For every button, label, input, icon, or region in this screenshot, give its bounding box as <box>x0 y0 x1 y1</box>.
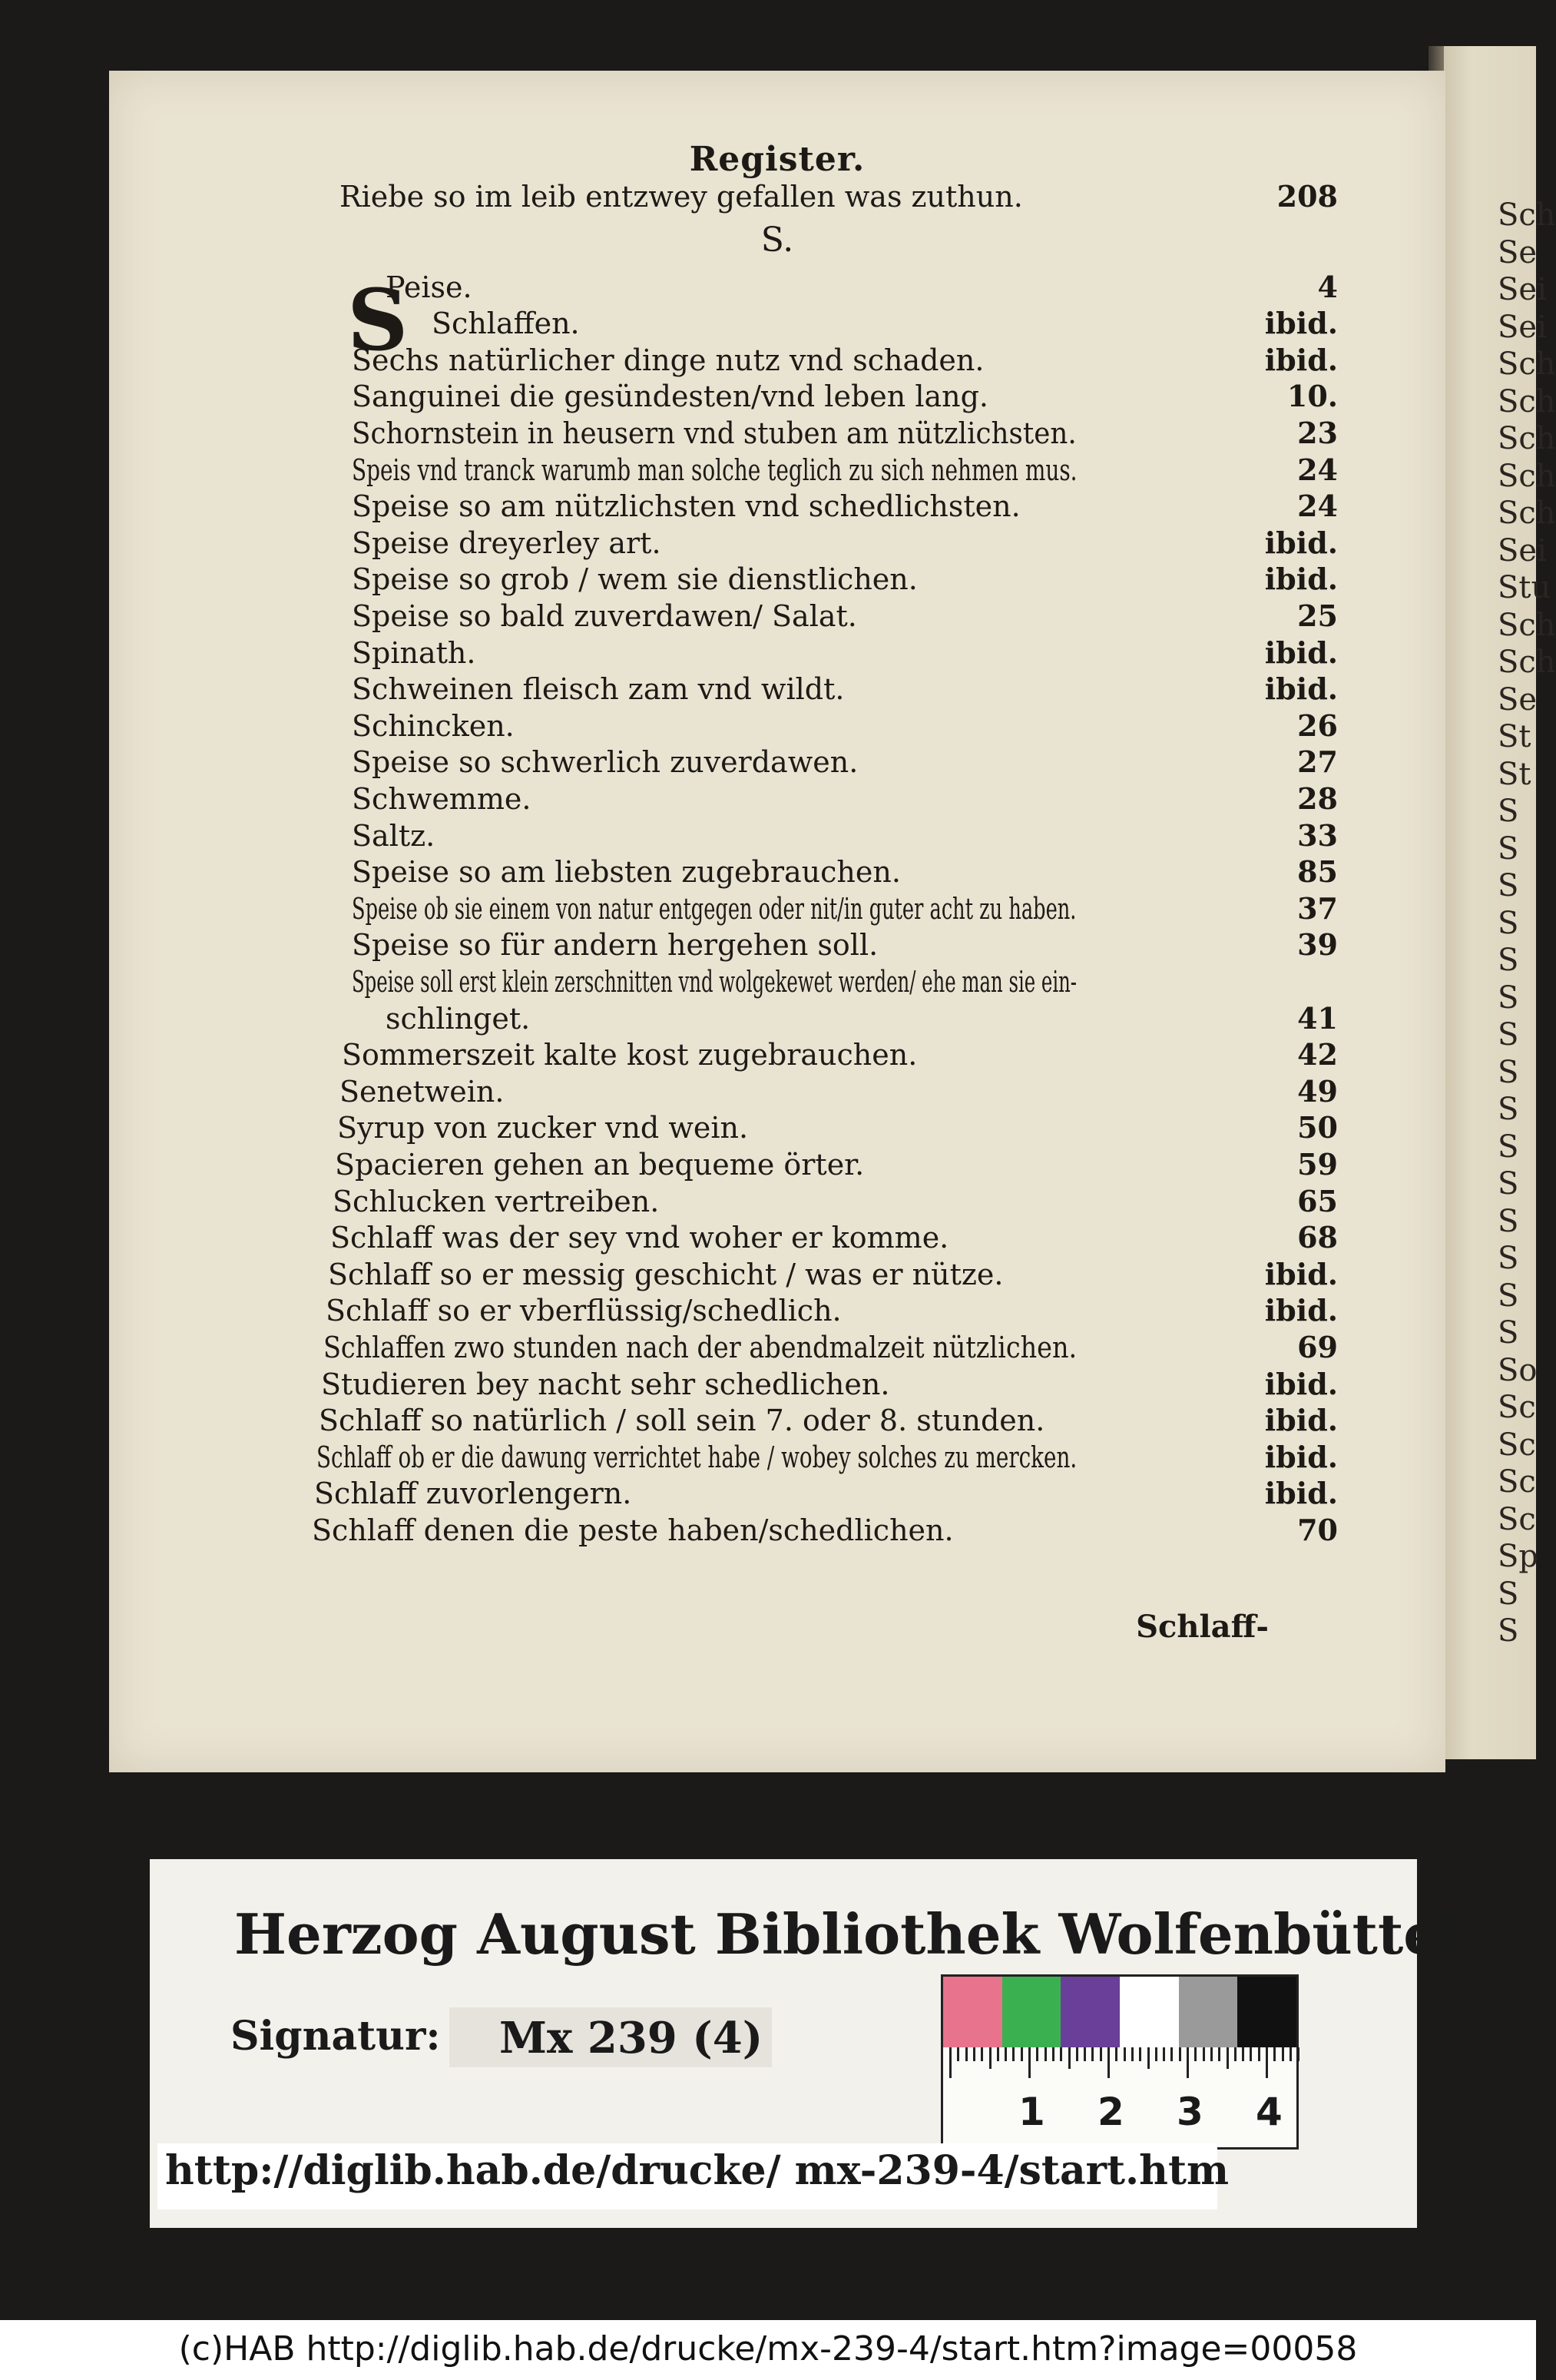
entry-page-number: 33 <box>1297 817 1338 853</box>
next-page-fragment: Sch <box>1498 383 1556 419</box>
ruler-tick <box>1139 2047 1141 2061</box>
ruler-tick <box>1155 2047 1157 2061</box>
ruler-tick <box>1012 2047 1015 2061</box>
ruler-tick <box>1100 2047 1102 2061</box>
entry-text: Schwemme. <box>352 782 531 816</box>
entry-text: Speise dreyerley art. <box>352 525 661 560</box>
ruler-number: 4 <box>1256 2090 1283 2134</box>
ruler-tick <box>957 2047 959 2061</box>
ruler-tick <box>1289 2047 1292 2061</box>
ruler-tick <box>1218 2047 1220 2061</box>
entry-text: Saltz. <box>352 818 435 853</box>
next-page-fragment: Sc <box>1498 1427 1536 1463</box>
drop-initial: S <box>347 270 409 370</box>
next-page-fragment: S <box>1498 1129 1519 1165</box>
ruler-tick <box>1282 2047 1284 2061</box>
entry-text: Speis vnd tranck warumb man solche teglich zu sich nehmen mus. <box>352 452 1078 487</box>
next-page-fragment: S <box>1498 868 1519 903</box>
entry-text: Schlaff denen die peste haben/schedlichen. <box>312 1513 954 1547</box>
next-page-fragment: S <box>1498 943 1519 978</box>
color-swatch <box>1002 1977 1061 2050</box>
ruler-tick <box>989 2047 992 2069</box>
ruler-number: 1 <box>1018 2090 1045 2134</box>
entry-page-number: ibid. <box>1264 1256 1338 1291</box>
next-page-fragment: St <box>1498 756 1531 792</box>
entry-text: Spinath. <box>352 635 476 670</box>
library-name: Herzog August Bibliothek Wolfenbüttel <box>234 1901 1460 1967</box>
entry-text: Schlaff ob er die dawung verrichtet habe / wobey solches zu mercken. <box>316 1440 1078 1474</box>
ruler-tick <box>1045 2047 1047 2061</box>
entry-page-number: ibid. <box>1264 306 1338 341</box>
next-page-fragment: S <box>1498 1315 1519 1351</box>
color-calibration-bar <box>941 1974 1299 2052</box>
color-swatch <box>1120 1977 1179 2050</box>
ruler-tick <box>1273 2047 1276 2061</box>
entry-text: Studieren bey nacht sehr schedlichen. <box>321 1367 890 1401</box>
next-page-edge <box>1444 46 1556 1759</box>
entry-page-number: 59 <box>1297 1147 1338 1182</box>
entry-page-number: ibid. <box>1264 635 1338 670</box>
ruler-tick <box>1005 2047 1007 2061</box>
entry-page-number: 10. <box>1286 379 1338 414</box>
entry-text: Syrup von zucker vnd wein. <box>337 1111 749 1145</box>
entry-page-number: 50 <box>1297 1110 1338 1145</box>
entry-page-number: 23 <box>1297 416 1338 450</box>
ruler-tick <box>981 2047 983 2061</box>
copyright-footer <box>0 2320 1536 2380</box>
next-page-fragment: Sei <box>1498 272 1547 307</box>
entry-text: Schlaff zuvorlengern. <box>314 1477 632 1511</box>
next-page-fragment: So <box>1498 1352 1538 1388</box>
next-page-fragment: Sc <box>1498 1390 1536 1425</box>
ruler-tick <box>1297 2047 1299 2061</box>
entry-page-number: ibid. <box>1264 1293 1338 1328</box>
next-page-fragment: Sch <box>1498 421 1556 456</box>
next-page-fragment: S <box>1498 1203 1519 1239</box>
color-swatch <box>943 1977 1002 2050</box>
entry-page-number: 25 <box>1297 598 1338 633</box>
entry-text: Sechs natürlicher dinge nutz vnd schaden. <box>352 343 985 377</box>
color-swatch <box>1237 1977 1296 2050</box>
ruler-number: 3 <box>1177 2090 1203 2134</box>
ruler-tick <box>1068 2047 1071 2069</box>
next-page-fragment: S <box>1498 1576 1519 1612</box>
library-label-card <box>150 1859 1460 2228</box>
ruler-tick <box>1076 2047 1078 2061</box>
ruler-tick <box>1210 2047 1213 2061</box>
library-url[interactable]: http://diglib.hab.de/drucke/ mx-239-4/start.htm <box>165 2147 1230 2194</box>
next-page-fragment: St <box>1498 719 1531 754</box>
entry-page-number: 41 <box>1297 1000 1338 1036</box>
entry-page-number: 68 <box>1297 1220 1338 1255</box>
scanned-page <box>109 71 1445 1772</box>
next-page-fragment: Stu <box>1498 570 1551 605</box>
ruler-tick <box>1242 2047 1244 2061</box>
entry-text: Schlaff so er messig geschicht / was er nütze. <box>328 1257 1004 1291</box>
entry-page-number: 208 <box>1276 179 1338 214</box>
entry-page-number: 65 <box>1297 1183 1338 1218</box>
entry-page-number: 49 <box>1297 1073 1338 1109</box>
ruler-tick <box>1194 2047 1197 2061</box>
entry-text: Senetwein. <box>339 1074 505 1109</box>
entry-text: Schlucken vertreiben. <box>333 1184 660 1218</box>
next-page-fragment: S <box>1498 1278 1519 1314</box>
ruler-tick <box>1052 2047 1054 2061</box>
entry-page-number: 4 <box>1317 269 1338 304</box>
ruler-tick <box>1258 2047 1260 2061</box>
entry-text: Schlaff so natürlich / soll sein 7. oder 8. stunden. <box>319 1404 1045 1438</box>
ruler-tick <box>949 2047 952 2078</box>
next-page-fragment: S <box>1498 905 1519 941</box>
entry-page-number: ibid. <box>1264 671 1338 707</box>
next-page-fragment: Sch <box>1498 645 1556 680</box>
entry-text: Schlaff was der sey vnd woher er komme. <box>330 1221 949 1255</box>
next-page-fragment: Sch <box>1498 458 1556 494</box>
catchword: Schlaff- <box>1136 1609 1269 1645</box>
next-page-fragment: S <box>1498 1054 1519 1090</box>
footer-text: (c)HAB http://diglib.hab.de/drucke/mx-239-4/start.htm?image=00058 <box>178 2329 1358 2368</box>
ruler-tick <box>1266 2047 1268 2078</box>
entry-text: Schlaff so er vberflüssig/schedlich. <box>326 1294 842 1328</box>
entry-page-number: 69 <box>1297 1330 1338 1364</box>
entry-page-number: 85 <box>1297 854 1338 890</box>
ruler-tick <box>1060 2047 1062 2061</box>
signatur-label: Signatur: <box>230 2013 441 2060</box>
entry-text: Schweinen fleisch zam vnd wildt. <box>352 672 845 707</box>
entry-page-number: 37 <box>1297 890 1338 926</box>
next-page-fragment: S <box>1498 1166 1519 1202</box>
entry-text: Spacieren gehen an bequeme örter. <box>335 1148 865 1182</box>
entry-page-number: 42 <box>1297 1037 1338 1072</box>
next-page-fragment: Sei <box>1498 309 1547 345</box>
ruler-tick <box>1115 2047 1117 2061</box>
scale-ruler <box>941 2047 1299 2150</box>
entry-text: Speise ob sie einem von natur entgegen oder nit/in guter acht zu haben. <box>352 891 1077 926</box>
next-page-fragment: Sei <box>1498 532 1547 568</box>
entry-page-number: 70 <box>1297 1513 1338 1547</box>
entry-text: Schlaffen zwo stunden nach der abendmalzeit nützlichen. <box>323 1331 1078 1364</box>
entry-page-number: ibid. <box>1264 525 1338 560</box>
entry-text: Schincken. <box>352 708 515 743</box>
ruler-tick <box>1124 2047 1126 2061</box>
register-text <box>109 71 1445 1772</box>
ruler-tick <box>1187 2047 1189 2078</box>
next-page-fragment: S <box>1498 1017 1519 1052</box>
entry-page-number: 28 <box>1297 781 1338 816</box>
entry-text: Speise so grob / wem sie dienstlichen. <box>352 562 918 597</box>
ruler-tick <box>965 2047 968 2061</box>
ruler-tick <box>1234 2047 1237 2061</box>
next-page-fragment: Sch <box>1498 496 1556 531</box>
entry-page-number: 24 <box>1297 452 1338 487</box>
entry-text: Speise soll erst klein zerschnitten vnd wolgekewet werden/ ehe man sie ein- <box>352 965 1078 999</box>
entry-text: schlinget. <box>386 1001 531 1036</box>
entry-text: Speise so bald zuverdawen/ Salat. <box>352 599 857 633</box>
entry-text: Peise. <box>386 270 472 304</box>
entry-text: Schornstein in heusern vnd stuben am nützlichsten. <box>352 416 1077 450</box>
ruler-tick <box>1203 2047 1205 2061</box>
next-page-fragment: S <box>1498 1241 1519 1276</box>
entry-text: Speise so schwerlich zuverdawen. <box>352 745 859 780</box>
ruler-tick <box>997 2047 999 2061</box>
entry-page-number: ibid. <box>1264 1439 1338 1474</box>
entry-page-number: ibid. <box>1264 562 1338 597</box>
ruler-tick <box>1107 2047 1110 2078</box>
next-page-fragment: Sch <box>1498 607 1556 643</box>
entry-page-number: ibid. <box>1264 1476 1338 1511</box>
ruler-tick <box>1179 2047 1181 2061</box>
next-page-fragment: Sch <box>1498 197 1556 233</box>
entry-page-number: 24 <box>1297 489 1338 524</box>
section-letter: S. <box>760 220 794 260</box>
next-page-fragment: Sp <box>1498 1539 1539 1574</box>
entry-text: Speise so für andern hergehen soll. <box>352 928 879 963</box>
next-page-fragment: Se <box>1498 681 1538 718</box>
entry-text: Speise so am nützlichsten vnd schedlichsten. <box>352 489 1021 524</box>
ruler-tick <box>1028 2047 1031 2078</box>
ruler-tick <box>1021 2047 1023 2061</box>
entry-page-number: 27 <box>1297 744 1338 780</box>
entry-page-number: 26 <box>1297 708 1338 743</box>
page-heading: Register. <box>689 140 866 179</box>
color-swatch <box>1179 1977 1238 2050</box>
next-page-fragment: S <box>1498 1613 1519 1649</box>
entry-page-number: 39 <box>1297 927 1338 963</box>
ruler-tick <box>973 2047 975 2061</box>
ruler-tick <box>1084 2047 1086 2061</box>
ruler-tick <box>1170 2047 1173 2061</box>
next-page-fragment: Se <box>1498 234 1538 270</box>
next-page-fragment: S <box>1498 980 1519 1016</box>
entry-text: Speise so am liebsten zugebrauchen. <box>352 855 901 890</box>
ruler-tick <box>1250 2047 1252 2061</box>
entry-text: Riebe so im leib entzwey gefallen was zuthun. <box>339 180 1023 214</box>
next-page-fragment: S <box>1498 830 1519 867</box>
ruler-tick <box>1036 2047 1038 2061</box>
entry-text: Sanguinei die gesündesten/vnd leben lang. <box>352 380 989 414</box>
ruler-tick <box>1227 2047 1229 2069</box>
next-page-fragment: Sch <box>1498 346 1556 382</box>
next-page-fragment: Sc <box>1498 1464 1536 1500</box>
signatur-value: Mx 239 (4) <box>499 2013 763 2063</box>
ruler-tick <box>1091 2047 1094 2061</box>
next-page-fragment: Sc <box>1498 1501 1536 1537</box>
ruler-number: 2 <box>1097 2090 1124 2134</box>
next-page-fragment: S <box>1498 1092 1519 1127</box>
ruler-tick <box>1147 2047 1150 2069</box>
entry-text: Sommerszeit kalte kost zugebrauchen. <box>342 1038 918 1072</box>
entry-page-number: ibid. <box>1264 1366 1338 1401</box>
entry-page-number: ibid. <box>1264 1403 1338 1438</box>
ruler-tick <box>1163 2047 1165 2061</box>
entry-text: Schlaffen. <box>432 307 580 341</box>
entry-page-number: ibid. <box>1264 342 1338 377</box>
next-page-fragment: S <box>1498 794 1519 829</box>
ruler-tick <box>1131 2047 1134 2061</box>
color-swatch <box>1061 1977 1120 2050</box>
